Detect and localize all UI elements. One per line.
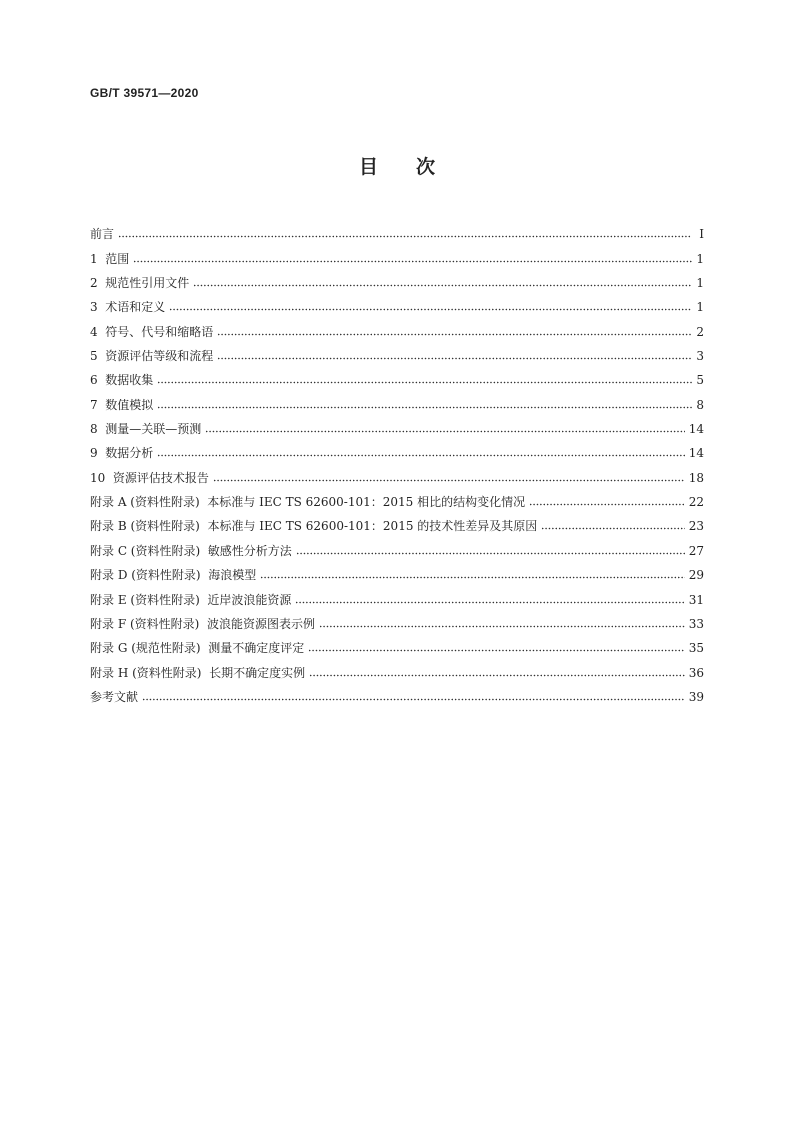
toc-entry-label: 6 数据收集 — [90, 373, 154, 388]
toc-entry-page: 5 — [696, 373, 704, 388]
toc-entry[interactable] — [90, 413, 704, 437]
toc-entry-page: 18 — [688, 470, 704, 485]
toc-entry-label: 附录 C (资料性附录) 敏感性分析方法 — [90, 543, 292, 558]
toc-leader-dots — [157, 406, 692, 409]
toc-entry-label: 附录 E (资料性附录) 近岸波浪能资源 — [90, 592, 292, 607]
toc-entry[interactable] — [90, 559, 704, 583]
toc-leader-dots — [193, 284, 692, 287]
toc-entry[interactable] — [90, 340, 704, 364]
toc-leader-dots — [142, 698, 685, 701]
toc-entry-label: 1 范围 — [90, 251, 130, 266]
toc-entry-page: 23 — [688, 519, 704, 534]
toc-entry[interactable] — [90, 437, 704, 461]
toc-entry[interactable] — [90, 486, 704, 510]
toc-entry-page: 27 — [688, 543, 704, 558]
toc-entry[interactable] — [90, 315, 704, 339]
toc-leader-dots — [319, 625, 685, 628]
toc-entry-label: 附录 G (规范性附录) 测量不确定度评定 — [90, 641, 305, 656]
toc-leader-dots — [308, 649, 685, 652]
toc-entry[interactable] — [90, 388, 704, 412]
toc-leader-dots — [133, 260, 692, 263]
toc-entry-label: 附录 F (资料性附录) 波浪能资源图表示例 — [90, 616, 315, 631]
toc-entry-label: 附录 D (资料性附录) 海浪模型 — [90, 568, 257, 583]
toc-entry[interactable] — [90, 534, 704, 558]
document-id: GB/T 39571—2020 — [90, 86, 199, 100]
toc-leader-dots — [157, 381, 692, 384]
toc-entry[interactable] — [90, 267, 704, 291]
toc-entry-label: 参考文献 — [90, 689, 139, 704]
toc-leader-dots — [217, 333, 692, 336]
toc-leader-dots — [169, 308, 692, 311]
toc-entry-page: 36 — [688, 665, 704, 680]
toc-entry-page: 1 — [696, 251, 704, 266]
toc-leader-dots — [118, 235, 692, 238]
toc-entry[interactable] — [90, 218, 704, 242]
page-title: 目次 — [358, 156, 473, 178]
toc-leader-dots — [217, 357, 692, 360]
toc-leader-dots — [296, 552, 685, 555]
toc-entry[interactable] — [90, 510, 704, 534]
toc-entry-page: 35 — [688, 641, 704, 656]
toc-entry[interactable] — [90, 656, 704, 680]
toc-entry-label: 附录 B (资料性附录) 本标准与 IEC TS 62600-101：2015 的技术性差异及其原因 — [90, 519, 538, 534]
toc-entry-page: 29 — [688, 568, 704, 583]
toc-entry-page: 1 — [696, 276, 704, 291]
toc-entry[interactable] — [90, 291, 704, 315]
toc-entry-label: 10 资源评估技术报告 — [90, 470, 209, 485]
toc-entry-page: 3 — [696, 349, 704, 364]
table-of-contents — [90, 218, 704, 705]
toc-entry-label: 3 术语和定义 — [90, 300, 166, 315]
toc-leader-dots — [260, 576, 684, 579]
toc-entry-page: 39 — [688, 689, 704, 704]
toc-entry-label: 8 测量—关联—预测 — [90, 422, 202, 437]
toc-leader-dots — [157, 454, 684, 457]
toc-entry-page: 1 — [696, 300, 704, 315]
toc-entry[interactable] — [90, 242, 704, 266]
toc-entry-page: 22 — [688, 495, 704, 510]
toc-entry-label: 4 符号、代号和缩略语 — [90, 324, 214, 339]
toc-entry-page: 2 — [696, 324, 704, 339]
toc-leader-dots — [205, 430, 684, 433]
toc-entry-page: 14 — [688, 422, 704, 437]
toc-entry-label: 7 数值模拟 — [90, 397, 154, 412]
toc-entry[interactable] — [90, 608, 704, 632]
toc-entry[interactable] — [90, 461, 704, 485]
toc-entry[interactable] — [90, 681, 704, 705]
toc-leader-dots — [295, 601, 684, 604]
toc-entry-label: 前言 — [90, 227, 115, 242]
toc-leader-dots — [309, 674, 685, 677]
toc-entry-page: 33 — [688, 616, 704, 631]
toc-entry-page: 8 — [696, 397, 704, 412]
toc-entry-label: 9 数据分析 — [90, 446, 154, 461]
toc-entry-label: 2 规范性引用文件 — [90, 276, 190, 291]
toc-entry[interactable] — [90, 583, 704, 607]
toc-leader-dots — [213, 479, 685, 482]
toc-entry-label: 5 资源评估等级和流程 — [90, 349, 214, 364]
toc-leader-dots — [529, 503, 685, 506]
toc-entry[interactable] — [90, 632, 704, 656]
toc-entry-page: 14 — [688, 446, 704, 461]
toc-entry-page: I — [699, 227, 704, 242]
toc-entry-label: 附录 H (资料性附录) 长期不确定度实例 — [90, 665, 306, 680]
toc-entry-label: 附录 A (资料性附录) 本标准与 IEC TS 62600-101：2015 相比的结构变化情况 — [90, 495, 526, 510]
toc-entry[interactable] — [90, 364, 704, 388]
toc-leader-dots — [541, 527, 684, 530]
toc-entry-page: 31 — [688, 592, 704, 607]
